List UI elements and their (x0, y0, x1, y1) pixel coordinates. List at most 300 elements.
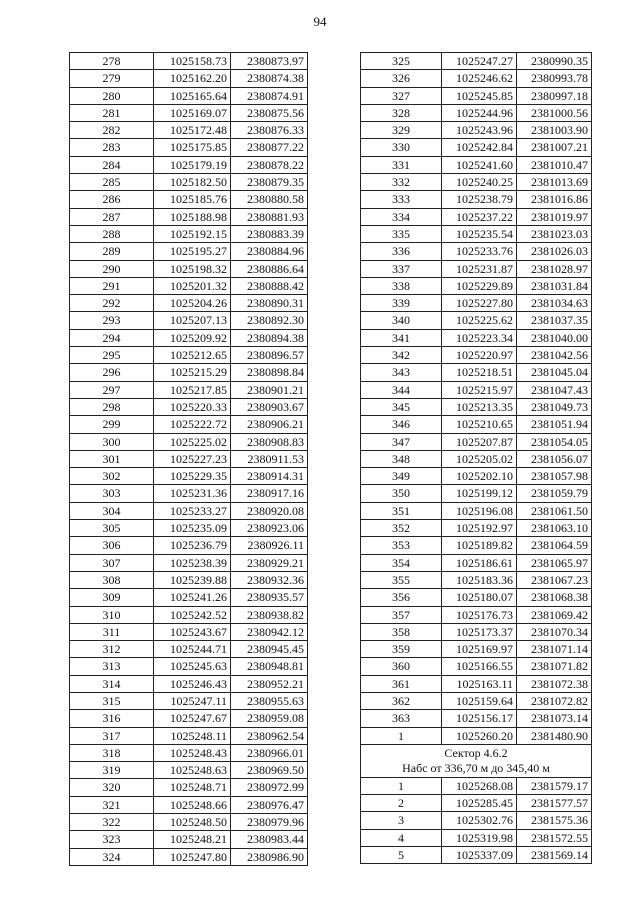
table-row (70, 243, 308, 260)
table-row (70, 641, 308, 658)
y-coordinate-cell: 2380874.91 (231, 87, 308, 104)
x-coordinate-cell: 1025247.27 (442, 53, 517, 70)
y-coordinate-cell: 2381051.94 (517, 416, 592, 433)
point-number-cell: 325 (361, 53, 442, 70)
y-coordinate-cell: 2380942.12 (231, 623, 308, 640)
y-coordinate-cell: 2381054.05 (517, 433, 592, 450)
x-coordinate-cell: 1025225.02 (154, 433, 231, 450)
point-number-cell: 297 (70, 381, 154, 398)
y-coordinate-cell: 2380920.08 (231, 502, 308, 519)
y-coordinate-cell: 2381023.03 (517, 225, 592, 242)
point-number-cell: 345 (361, 398, 442, 415)
table-row (70, 208, 308, 225)
point-number-cell: 337 (361, 260, 442, 277)
y-coordinate-cell: 2380993.78 (517, 70, 592, 87)
point-number-cell: 300 (70, 433, 154, 450)
table-row (361, 243, 592, 260)
y-coordinate-cell: 2380896.57 (231, 347, 308, 364)
point-number-cell: 286 (70, 191, 154, 208)
y-coordinate-cell: 2381042.56 (517, 347, 592, 364)
table-row (361, 329, 592, 346)
table-row (361, 416, 592, 433)
point-number-cell: 357 (361, 606, 442, 623)
y-coordinate-cell: 2380969.50 (231, 762, 308, 779)
table-row (361, 692, 592, 709)
table-row (361, 795, 592, 812)
point-number-cell: 291 (70, 277, 154, 294)
y-coordinate-cell: 2381569.14 (517, 847, 592, 864)
table-row (361, 485, 592, 502)
point-number-cell: 280 (70, 87, 154, 104)
point-number-cell: 287 (70, 208, 154, 225)
table-row (361, 658, 592, 675)
point-number-cell: 322 (70, 814, 154, 831)
table-row (361, 623, 592, 640)
x-coordinate-cell: 1025162.20 (154, 70, 231, 87)
point-number-cell: 299 (70, 416, 154, 433)
y-coordinate-cell: 2380929.21 (231, 554, 308, 571)
y-coordinate-cell: 2380979.96 (231, 814, 308, 831)
y-coordinate-cell: 2381016.86 (517, 191, 592, 208)
table-row (361, 87, 592, 104)
y-coordinate-cell: 2381070.34 (517, 623, 592, 640)
y-coordinate-cell: 2381040.00 (517, 329, 592, 346)
x-coordinate-cell: 1025248.11 (154, 727, 231, 744)
point-number-cell: 295 (70, 347, 154, 364)
point-number-cell: 320 (70, 779, 154, 796)
x-coordinate-cell: 1025237.22 (442, 208, 517, 225)
x-coordinate-cell: 1025212.65 (154, 347, 231, 364)
table-row (70, 848, 308, 865)
x-coordinate-cell: 1025179.19 (154, 156, 231, 173)
x-coordinate-cell: 1025247.11 (154, 692, 231, 709)
point-number-cell: 289 (70, 243, 154, 260)
table-row (361, 122, 592, 139)
table-row (361, 398, 592, 415)
table-row (361, 312, 592, 329)
x-coordinate-cell: 1025196.08 (442, 502, 517, 519)
y-coordinate-cell: 2380986.90 (231, 848, 308, 865)
y-coordinate-cell: 2380892.30 (231, 312, 308, 329)
table-row (361, 675, 592, 692)
table-row (361, 537, 592, 554)
y-coordinate-cell: 2381575.36 (517, 812, 592, 829)
point-number-cell: 331 (361, 156, 442, 173)
point-number-cell: 1 (361, 727, 442, 744)
table-row (70, 485, 308, 502)
y-coordinate-cell: 2381000.56 (517, 104, 592, 121)
table-row (361, 156, 592, 173)
x-coordinate-cell: 1025243.67 (154, 623, 231, 640)
y-coordinate-cell: 2380938.82 (231, 606, 308, 623)
table-row (70, 122, 308, 139)
x-coordinate-cell: 1025238.79 (442, 191, 517, 208)
table-row (70, 364, 308, 381)
table-row (361, 347, 592, 364)
x-coordinate-cell: 1025235.09 (154, 520, 231, 537)
point-number-cell: 342 (361, 347, 442, 364)
point-number-cell: 327 (361, 87, 442, 104)
y-coordinate-cell: 2381072.82 (517, 692, 592, 709)
y-coordinate-cell: 2381045.04 (517, 364, 592, 381)
table-row (361, 554, 592, 571)
y-coordinate-cell: 2380990.35 (517, 53, 592, 70)
y-coordinate-cell: 2381031.84 (517, 277, 592, 294)
sector-header (361, 744, 592, 777)
point-number-cell: 323 (70, 831, 154, 848)
y-coordinate-cell: 2380883.39 (231, 225, 308, 242)
point-number-cell: 2 (361, 795, 442, 812)
table-row (70, 433, 308, 450)
y-coordinate-cell: 2380906.21 (231, 416, 308, 433)
y-coordinate-cell: 2380935.57 (231, 589, 308, 606)
table-row (70, 156, 308, 173)
y-coordinate-cell: 2380932.36 (231, 571, 308, 588)
point-number-cell: 356 (361, 589, 442, 606)
y-coordinate-cell: 2381072.38 (517, 675, 592, 692)
x-coordinate-cell: 1025169.97 (442, 641, 517, 658)
x-coordinate-cell: 1025199.12 (442, 485, 517, 502)
sector-header-row (361, 744, 592, 777)
table-row (361, 727, 592, 744)
x-coordinate-cell: 1025185.76 (154, 191, 231, 208)
y-coordinate-cell: 2380952.21 (231, 675, 308, 692)
x-coordinate-cell: 1025217.85 (154, 381, 231, 398)
point-number-cell: 330 (361, 139, 442, 156)
y-coordinate-cell: 2380898.84 (231, 364, 308, 381)
y-coordinate-cell: 2380874.38 (231, 70, 308, 87)
x-coordinate-cell: 1025231.87 (442, 260, 517, 277)
point-number-cell: 332 (361, 174, 442, 191)
point-number-cell: 283 (70, 139, 154, 156)
table-row (70, 744, 308, 761)
point-number-cell: 343 (361, 364, 442, 381)
y-coordinate-cell: 2380873.97 (231, 53, 308, 70)
sector-subtitle: Набс от 336,70 м до 345,40 м (402, 760, 550, 775)
table-row (361, 812, 592, 829)
table-row (70, 606, 308, 623)
y-coordinate-cell: 2381034.63 (517, 295, 592, 312)
y-coordinate-cell: 2381026.03 (517, 243, 592, 260)
point-number-cell: 305 (70, 520, 154, 537)
point-number-cell: 1 (361, 777, 442, 794)
x-coordinate-cell: 1025201.32 (154, 277, 231, 294)
table-row (70, 502, 308, 519)
point-number-cell: 302 (70, 468, 154, 485)
x-coordinate-cell: 1025229.35 (154, 468, 231, 485)
y-coordinate-cell: 2381056.07 (517, 450, 592, 467)
y-coordinate-cell: 2380962.54 (231, 727, 308, 744)
y-coordinate-cell: 2381057.98 (517, 468, 592, 485)
point-number-cell: 329 (361, 122, 442, 139)
table-row (70, 398, 308, 415)
x-coordinate-cell: 1025242.52 (154, 606, 231, 623)
point-number-cell: 324 (70, 848, 154, 865)
x-coordinate-cell: 1025242.84 (442, 139, 517, 156)
point-number-cell: 326 (361, 70, 442, 87)
y-coordinate-cell: 2381069.42 (517, 606, 592, 623)
point-number-cell: 334 (361, 208, 442, 225)
point-number-cell: 328 (361, 104, 442, 121)
x-coordinate-cell: 1025222.72 (154, 416, 231, 433)
point-number-cell: 292 (70, 295, 154, 312)
x-coordinate-cell: 1025268.08 (442, 777, 517, 794)
point-number-cell: 282 (70, 122, 154, 139)
table-row (70, 727, 308, 744)
y-coordinate-cell: 2380888.42 (231, 277, 308, 294)
table-row (70, 295, 308, 312)
y-coordinate-cell: 2380876.33 (231, 122, 308, 139)
x-coordinate-cell: 1025248.21 (154, 831, 231, 848)
point-number-cell: 301 (70, 450, 154, 467)
y-coordinate-cell: 2381061.50 (517, 502, 592, 519)
table-row (70, 692, 308, 709)
y-coordinate-cell: 2380877.22 (231, 139, 308, 156)
table-row (361, 450, 592, 467)
point-number-cell: 279 (70, 70, 154, 87)
point-number-cell: 309 (70, 589, 154, 606)
x-coordinate-cell: 1025247.80 (154, 848, 231, 865)
table-row (70, 70, 308, 87)
table-row (70, 710, 308, 727)
y-coordinate-cell: 2381071.82 (517, 658, 592, 675)
x-coordinate-cell: 1025183.36 (442, 571, 517, 588)
point-number-cell: 317 (70, 727, 154, 744)
x-coordinate-cell: 1025210.65 (442, 416, 517, 433)
y-coordinate-cell: 2380955.63 (231, 692, 308, 709)
x-coordinate-cell: 1025172.48 (154, 122, 231, 139)
y-coordinate-cell: 2380911.53 (231, 450, 308, 467)
point-number-cell: 312 (70, 641, 154, 658)
coordinates-table-right (360, 52, 592, 864)
x-coordinate-cell: 1025173.37 (442, 623, 517, 640)
table-row (361, 777, 592, 794)
x-coordinate-cell: 1025246.62 (442, 70, 517, 87)
x-coordinate-cell: 1025198.32 (154, 260, 231, 277)
x-coordinate-cell: 1025260.20 (442, 727, 517, 744)
x-coordinate-cell: 1025244.96 (442, 104, 517, 121)
table-row (361, 104, 592, 121)
point-number-cell: 293 (70, 312, 154, 329)
x-coordinate-cell: 1025248.66 (154, 796, 231, 813)
point-number-cell: 294 (70, 329, 154, 346)
table-row (70, 329, 308, 346)
y-coordinate-cell: 2381065.97 (517, 554, 592, 571)
table-row (70, 571, 308, 588)
y-coordinate-cell: 2380901.21 (231, 381, 308, 398)
point-number-cell: 353 (361, 537, 442, 554)
table-row (70, 520, 308, 537)
table-row (361, 225, 592, 242)
point-number-cell: 359 (361, 641, 442, 658)
y-coordinate-cell: 2381064.59 (517, 537, 592, 554)
x-coordinate-cell: 1025163.11 (442, 675, 517, 692)
coordinates-table-left (69, 52, 308, 866)
y-coordinate-cell: 2381010.47 (517, 156, 592, 173)
table-row (70, 675, 308, 692)
x-coordinate-cell: 1025180.07 (442, 589, 517, 606)
x-coordinate-cell: 1025169.07 (154, 104, 231, 121)
x-coordinate-cell: 1025215.97 (442, 381, 517, 398)
point-number-cell: 347 (361, 433, 442, 450)
x-coordinate-cell: 1025233.27 (154, 502, 231, 519)
y-coordinate-cell: 2381013.69 (517, 174, 592, 191)
x-coordinate-cell: 1025182.50 (154, 174, 231, 191)
table-row (70, 347, 308, 364)
x-coordinate-cell: 1025156.17 (442, 710, 517, 727)
table-row (361, 710, 592, 727)
x-coordinate-cell: 1025302.76 (442, 812, 517, 829)
table-row (361, 520, 592, 537)
table-row (361, 847, 592, 864)
x-coordinate-cell: 1025176.73 (442, 606, 517, 623)
table-row (70, 381, 308, 398)
table-row (70, 814, 308, 831)
table-row (361, 364, 592, 381)
table-row (361, 468, 592, 485)
point-number-cell: 335 (361, 225, 442, 242)
y-coordinate-cell: 2381028.97 (517, 260, 592, 277)
point-number-cell: 314 (70, 675, 154, 692)
y-coordinate-cell: 2380890.31 (231, 295, 308, 312)
x-coordinate-cell: 1025231.36 (154, 485, 231, 502)
x-coordinate-cell: 1025239.88 (154, 571, 231, 588)
table-row (70, 139, 308, 156)
table-row (361, 70, 592, 87)
table-row (361, 174, 592, 191)
table-row (361, 208, 592, 225)
x-coordinate-cell: 1025186.61 (442, 554, 517, 571)
y-coordinate-cell: 2380914.31 (231, 468, 308, 485)
point-number-cell: 352 (361, 520, 442, 537)
point-number-cell: 338 (361, 277, 442, 294)
point-number-cell: 310 (70, 606, 154, 623)
y-coordinate-cell: 2381047.43 (517, 381, 592, 398)
y-coordinate-cell: 2381049.73 (517, 398, 592, 415)
point-number-cell: 311 (70, 623, 154, 640)
x-coordinate-cell: 1025165.64 (154, 87, 231, 104)
y-coordinate-cell: 2381579.17 (517, 777, 592, 794)
x-coordinate-cell: 1025158.73 (154, 53, 231, 70)
y-coordinate-cell: 2381577.57 (517, 795, 592, 812)
x-coordinate-cell: 1025229.89 (442, 277, 517, 294)
y-coordinate-cell: 2380886.64 (231, 260, 308, 277)
table-row (361, 589, 592, 606)
point-number-cell: 341 (361, 329, 442, 346)
y-coordinate-cell: 2380945.45 (231, 641, 308, 658)
x-coordinate-cell: 1025319.98 (442, 829, 517, 846)
table-row (70, 762, 308, 779)
y-coordinate-cell: 2380878.22 (231, 156, 308, 173)
point-number-cell: 285 (70, 174, 154, 191)
point-number-cell: 354 (361, 554, 442, 571)
point-number-cell: 315 (70, 692, 154, 709)
y-coordinate-cell: 2380903.67 (231, 398, 308, 415)
page-number: 94 (313, 14, 327, 29)
y-coordinate-cell: 2380966.01 (231, 744, 308, 761)
table-row (361, 571, 592, 588)
y-coordinate-cell: 2381067.23 (517, 571, 592, 588)
point-number-cell: 333 (361, 191, 442, 208)
point-number-cell: 318 (70, 744, 154, 761)
y-coordinate-cell: 2381572.55 (517, 829, 592, 846)
x-coordinate-cell: 1025175.85 (154, 139, 231, 156)
y-coordinate-cell: 2380976.47 (231, 796, 308, 813)
x-coordinate-cell: 1025192.15 (154, 225, 231, 242)
y-coordinate-cell: 2380884.96 (231, 243, 308, 260)
y-coordinate-cell: 2380879.35 (231, 174, 308, 191)
x-coordinate-cell: 1025243.96 (442, 122, 517, 139)
y-coordinate-cell: 2380983.44 (231, 831, 308, 848)
x-coordinate-cell: 1025213.35 (442, 398, 517, 415)
point-number-cell: 4 (361, 829, 442, 846)
x-coordinate-cell: 1025248.63 (154, 762, 231, 779)
point-number-cell: 284 (70, 156, 154, 173)
x-coordinate-cell: 1025195.27 (154, 243, 231, 260)
point-number-cell: 346 (361, 416, 442, 433)
table-row (361, 641, 592, 658)
x-coordinate-cell: 1025248.71 (154, 779, 231, 796)
x-coordinate-cell: 1025227.23 (154, 450, 231, 467)
table-row (361, 53, 592, 70)
table-row (361, 191, 592, 208)
x-coordinate-cell: 1025189.82 (442, 537, 517, 554)
point-number-cell: 355 (361, 571, 442, 588)
y-coordinate-cell: 2381007.21 (517, 139, 592, 156)
point-number-cell: 358 (361, 623, 442, 640)
y-coordinate-cell: 2381059.79 (517, 485, 592, 502)
y-coordinate-cell: 2380880.58 (231, 191, 308, 208)
y-coordinate-cell: 2380926.11 (231, 537, 308, 554)
table-row (70, 831, 308, 848)
point-number-cell: 340 (361, 312, 442, 329)
x-coordinate-cell: 1025285.45 (442, 795, 517, 812)
table-row (70, 53, 308, 70)
x-coordinate-cell: 1025244.71 (154, 641, 231, 658)
point-number-cell: 288 (70, 225, 154, 242)
y-coordinate-cell: 2380959.08 (231, 710, 308, 727)
point-number-cell: 344 (361, 381, 442, 398)
point-number-cell: 304 (70, 502, 154, 519)
x-coordinate-cell: 1025192.97 (442, 520, 517, 537)
x-coordinate-cell: 1025227.80 (442, 295, 517, 312)
y-coordinate-cell: 2380894.38 (231, 329, 308, 346)
x-coordinate-cell: 1025238.39 (154, 554, 231, 571)
table-row (70, 191, 308, 208)
y-coordinate-cell: 2381063.10 (517, 520, 592, 537)
point-number-cell: 307 (70, 554, 154, 571)
point-number-cell: 303 (70, 485, 154, 502)
point-number-cell: 5 (361, 847, 442, 864)
table-row (361, 260, 592, 277)
y-coordinate-cell: 2380972.99 (231, 779, 308, 796)
table-row (361, 277, 592, 294)
x-coordinate-cell: 1025166.55 (442, 658, 517, 675)
table-row (70, 537, 308, 554)
point-number-cell: 296 (70, 364, 154, 381)
table-row (361, 139, 592, 156)
x-coordinate-cell: 1025207.13 (154, 312, 231, 329)
point-number-cell: 349 (361, 468, 442, 485)
x-coordinate-cell: 1025337.09 (442, 847, 517, 864)
x-coordinate-cell: 1025215.29 (154, 364, 231, 381)
table-row (70, 658, 308, 675)
y-coordinate-cell: 2381071.14 (517, 641, 592, 658)
point-number-cell: 316 (70, 710, 154, 727)
x-coordinate-cell: 1025235.54 (442, 225, 517, 242)
y-coordinate-cell: 2380875.56 (231, 104, 308, 121)
y-coordinate-cell: 2381073.14 (517, 710, 592, 727)
